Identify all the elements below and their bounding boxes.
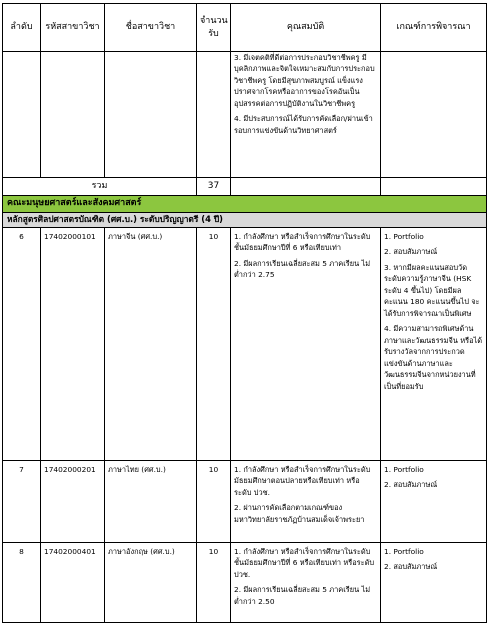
row-code: 17402000401 (41, 543, 105, 623)
header-qualification: คุณสมบัติ (231, 4, 381, 52)
header-name: ชื่อสาขาวิชา (105, 4, 197, 52)
qualification-item: 1. กำลังศึกษา หรือสำเร็จการศึกษาในระดับมัธยมศึกษาตอนปลายหรือเทียบเท่า หรือระดับ ปวช. (234, 465, 371, 497)
program-row (3, 213, 487, 228)
row-name: ภาษาจีน (ศศ.บ.) (105, 228, 197, 461)
criteria-item: 4. มีความสามารถพิเศษด้านภาษาและวัฒนธรรมจีน หรือได้รับรางวัลจากการประกวดแข่งขันด้านภาษาและวัฒนธรรมจีนจากหน่วยงานที่เป็นที่ยอมรับ (384, 324, 483, 391)
table-header-row (3, 4, 487, 52)
row-name: ภาษาไทย (ศศ.บ.) (105, 461, 197, 543)
criteria-item: 1. Portfolio (384, 465, 424, 474)
criteria-item: 2. สอบสัมภาษณ์ (384, 562, 438, 572)
qualification-item: 1. กำลังศึกษา หรือสำเร็จการศึกษาในระดับชั้นมัธยมศึกษาปีที่ 6 หรือเทียบเท่า หรือระดับ ปวช. (234, 547, 375, 579)
criteria-item: 1. Portfolio (384, 547, 424, 556)
row-count: 10 (197, 228, 231, 461)
row-count: 10 (197, 543, 231, 623)
criteria-item: 2. สอบสัมภาษณ์ (384, 480, 438, 490)
criteria-item: 3. หากมีผลคะแนนสอบวัดระดับความรู้ภาษาจีน (HSK ระดับ 4 ขึ้นไป) โดยมีผลคะแนน 180 คะแนนขึ้นไป จะได้รับการพิจารณาเป็นพิเศษ (384, 262, 480, 318)
row-count: 10 (197, 461, 231, 543)
qualification-item: 2. มีผลการเรียนเฉลี่ยสะสม 5 ภาคเรียน ไม่ต่ำกว่า 2.50 (234, 585, 371, 606)
qualification-item: 2. มีผลการเรียนเฉลี่ยสะสม 5 ภาคเรียน ไม่ต่ำกว่า 2.75 (234, 258, 371, 280)
row-seq: 6 (3, 228, 41, 461)
table-row (3, 461, 487, 543)
table-row (3, 228, 487, 461)
row-seq: 7 (3, 461, 41, 543)
criteria-item: 2. สอบสัมภาษณ์ (384, 247, 438, 257)
total-label: รวม (3, 178, 197, 196)
total-value: 37 (197, 178, 231, 196)
table-row (3, 543, 487, 623)
qualification-cell (231, 461, 381, 543)
total-row (3, 178, 487, 196)
row-code: 17402000201 (41, 461, 105, 543)
qualification-item: 1. กำลังศึกษา หรือสำเร็จการศึกษาในระดับชั้นมัธยมศึกษาปีที่ 6 หรือเทียบเท่า (234, 232, 371, 253)
qualification-item: 3. มีเจตคติที่ดีต่อการประกอบวิชาชีพครู มีบุคลิกภาพและจิตใจเหมาะสมกับการประกอบวิชาชีพครู โดยมีสุขภาพสมบูรณ์ แข็งแรง ปราศจากโรคหรืออาการของโรคอันเป็นอุปสรรคต่อการปฏิบัติงานในวิชาชีพครู (234, 53, 375, 108)
admission-table (2, 3, 487, 623)
criteria-cell (381, 228, 487, 461)
header-code: รหัสสาขาวิชา (41, 4, 105, 52)
header-count: จำนวนรับ (197, 4, 231, 52)
criteria-item: 1. Portfolio (384, 232, 424, 241)
faculty-row (3, 196, 487, 213)
qualification-cell (231, 543, 381, 623)
program-title: หลักสูตรศิลปศาสตรบัณฑิต (ศศ.บ.) ระดับปริญญาตรี (4 ปี) (3, 213, 487, 228)
qualification-cell (231, 52, 381, 178)
criteria-cell (381, 461, 487, 543)
row-seq: 8 (3, 543, 41, 623)
row-code: 17402000101 (41, 228, 105, 461)
qualification-cell (231, 228, 381, 461)
faculty-title: คณะมนุษยศาสตร์และสังคมศาสตร์ (3, 196, 487, 213)
header-criteria: เกณฑ์การพิจารณา (381, 4, 487, 52)
table-row-continued (3, 52, 487, 178)
qualification-item: 2. ผ่านการคัดเลือกตามเกณฑ์ของมหาวิทยาลัยราชภัฏบ้านสมเด็จเจ้าพระยา (234, 503, 365, 524)
header-seq: ลำดับ (3, 4, 41, 52)
qualification-item: 4. มีประสบการณ์ได้รับการคัดเลือก/ผ่านเข้ารอบการแข่งขันด้านวิทยาศาสตร์ (234, 114, 373, 135)
criteria-cell (381, 543, 487, 623)
row-name: ภาษาอังกฤษ (ศศ.บ.) (105, 543, 197, 623)
